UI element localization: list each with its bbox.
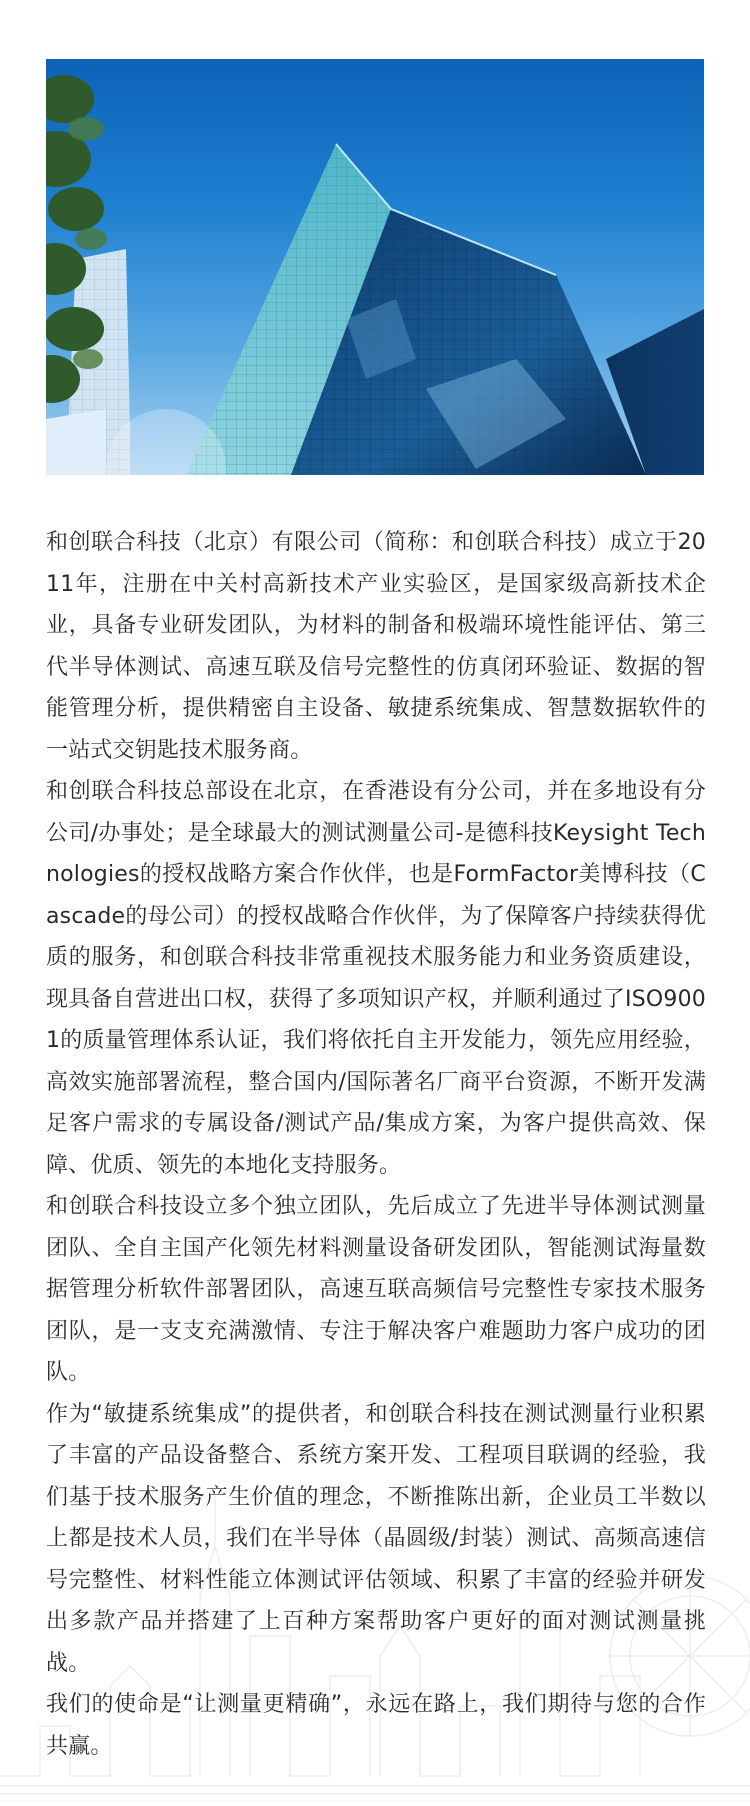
intro-paragraph-2: 和创联合科技总部设在北京，在香港设有分公司，并在多地设有分公司/办事处；是全球最大的测试测量公司-是德科技Keysight Technologies的授权战略方案合作伙伴，也是FormFactor美博科技（Cascade的母公司）的授权战略合作伙伴，为了保障客户持续获得优质的服务，和创联合科技非常重视技术服务能力和业务资质建设，现具备自营进出口权，获得了多项知识产权，并顺利通过了ISO9001的质量管理体系认证，我们将依托自主开发能力，领先应用经验，高效实施部署流程，整合国内/国际著名厂商平台资源，不断开发满足客户需求的专属设备/测试产品/集成方案，为客户提供高效、保障、优质、领先的本地化支持服务。 [46, 779, 706, 1178]
company-introduction [46, 522, 706, 1767]
hero-building-photo [46, 59, 704, 475]
intro-paragraph-1: 和创联合科技（北京）有限公司（简称：和创联合科技）成立于2011年，注册在中关村高新技术产业实验区，是国家级高新技术企业，具备专业研发团队，为材料的制备和极端环境性能评估、第三代半导体测试、高速互联及信号完整性的仿真闭环验证、数据的智能管理分析，提供精密自主设备、敏捷系统集成、智慧数据软件的一站式交钥匙技术服务商。 [46, 530, 706, 763]
intro-paragraph-4: 作为“敏捷系统集成”的提供者，和创联合科技在测试测量行业积累了丰富的产品设备整合、系统方案开发、工程项目联调的经验，我们基于技术服务产生价值的理念，不断推陈出新，企业员工半数以上都是技术人员，我们在半导体（晶圆级/封装）测试、高频高速信号完整性、材料性能立体测试评估领域、积累了丰富的经验并研发出多款产品并搭建了上百种方案帮助客户更好的面对测试测量挑战。 [46, 1401, 706, 1676]
intro-paragraph-5: 我们的使命是“让测量更精确”，永远在路上，我们期待与您的合作共赢。 [46, 1692, 706, 1759]
skyscraper-illustration [46, 59, 704, 475]
intro-paragraph-3: 和创联合科技设立多个独立团队，先后成立了先进半导体测试测量团队、全自主国产化领先材料测量设备研发团队，智能测试海量数据管理分析软件部署团队，高速互联高频信号完整性专家技术服务团队，是一支支充满激情、专注于解决客户难题助力客户成功的团队。 [46, 1194, 706, 1385]
